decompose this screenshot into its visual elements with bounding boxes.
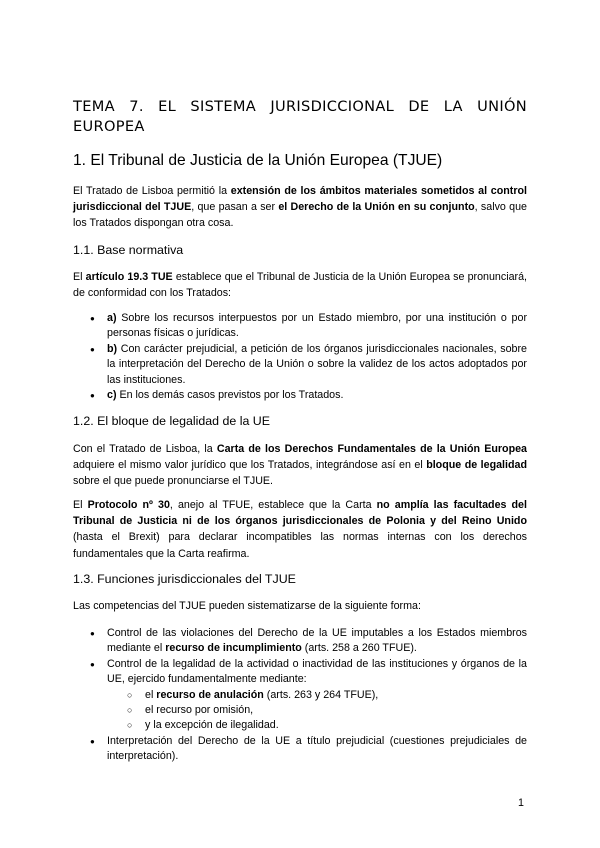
section-1-3-heading: 1.3. Funciones jurisdiccionales del TJUE	[73, 572, 296, 586]
title-line-1: TEMA 7. EL SISTEMA JURISDICCIONAL DE LA UNIÓN	[73, 98, 527, 115]
section-1-2-paragraph-2	[73, 497, 527, 562]
section-1-paragraph	[73, 183, 527, 232]
circle-bullet-icon: ○	[127, 705, 133, 716]
text-run: el	[145, 688, 157, 701]
text-run: , que pasan a ser	[191, 201, 279, 214]
bold-text: no amplía las facultades del Tribunal de Justicia ni de los órganos jurisdiccionales de Polonia y del Reino Unido	[73, 499, 527, 528]
document-title	[73, 97, 527, 137]
text-run: El	[73, 271, 86, 283]
text-run: El	[73, 499, 88, 511]
circle-bullet-icon: ○	[127, 720, 133, 731]
bold-text: el Derecho de la Unión en su conjunto	[278, 201, 475, 214]
list-item	[73, 342, 527, 388]
sub-list-item	[107, 718, 527, 733]
text-run: (arts. 263 y 264 TFUE),	[263, 688, 379, 701]
text-run: En los demás casos previstos por los Tratados.	[116, 389, 344, 402]
bullet-icon: ●	[90, 736, 95, 746]
text-run: Con carácter prejudicial, a petición de los órganos jurisdiccionales nacionales, sobre la interpretación del Derecho de la Unión o sobre la validez de los actos adoptados por las instituciones.	[107, 342, 527, 386]
title-line-2: EUROPEA	[73, 118, 145, 135]
text-run: sobre el que puede pronunciarse el TJUE.	[73, 475, 274, 488]
bullet-icon: ●	[90, 629, 95, 638]
text-run: y la excepción de ilegalidad.	[145, 719, 279, 732]
bold-text: Protocolo nº 30	[87, 499, 170, 511]
text-run: Con el Tratado de Lisboa, la	[73, 443, 217, 455]
list-item	[73, 388, 527, 403]
text-run: Control de la legalidad de la actividad o inactividad de las instituciones y órganos de la UE, ejercido fundamentalmente mediante:	[107, 657, 527, 686]
section-1-1-paragraph	[73, 269, 527, 301]
text-run: Control de las violaciones del Derecho de la UE imputables a los Estados miembros mediante el	[107, 627, 527, 655]
list-item	[73, 311, 527, 342]
text-run: , anejo al TFUE, establece que la Carta	[169, 499, 377, 511]
bullet-icon: ●	[90, 659, 95, 669]
bold-text: extensión de los ámbitos materiales sometidos al control jurisdiccional del TJUE	[73, 185, 527, 214]
sub-list	[107, 688, 527, 734]
list-item	[73, 734, 527, 765]
text-run: (arts. 258 a 260 TFUE).	[301, 642, 417, 655]
section-1-3-list	[73, 626, 527, 765]
bullet-icon: ●	[90, 344, 95, 354]
bold-text: recurso de anulación	[156, 688, 264, 701]
text-run: establece que el Tribunal de Justicia de la Unión Europea se pronunciará, de conformidad con los Tratados:	[73, 271, 527, 300]
section-1-1-heading: 1.1. Base normativa	[73, 243, 184, 257]
bullet-icon: ●	[90, 314, 95, 323]
sub-list-item	[107, 688, 527, 703]
text-run: Sobre los recursos interpuestos por un Estado miembro, por una institución o por personas físicas o jurídicas.	[107, 312, 527, 340]
section-1-2-heading: 1.2. El bloque de legalidad de la UE	[73, 414, 271, 428]
section-1-3-intro: Las competencias del TJUE pueden sistematizarse de la siguiente forma:	[73, 600, 421, 612]
section-1-1-list	[73, 311, 527, 403]
text-run: Interpretación del Derecho de la UE a título prejudicial (cuestiones prejudiciales de interpretación).	[107, 734, 527, 763]
bold-text: recurso de incumplimiento	[165, 642, 302, 655]
page-number: 1	[518, 797, 524, 809]
section-1-heading: 1. El Tribunal de Justicia de la Unión Europea (TJUE)	[73, 152, 443, 169]
bold-text: Carta de los Derechos Fundamentales de la Unión Europea	[216, 443, 528, 455]
bold-text: a)	[107, 312, 117, 324]
list-item	[73, 657, 527, 734]
sub-list-item	[107, 703, 527, 718]
bold-text: artículo 19.3 TUE	[85, 271, 173, 283]
bold-text: bloque de legalidad	[426, 459, 527, 472]
circle-bullet-icon: ○	[127, 689, 133, 700]
bullet-icon: ●	[90, 391, 95, 401]
text-run: , salvo que los Tratados dispongan otra cosa.	[73, 201, 527, 230]
text-run: El Tratado de Lisboa permitió la	[73, 185, 231, 197]
list-item	[73, 626, 527, 657]
text-run: el recurso por omisión,	[145, 704, 254, 717]
text-run: adquiere el mismo valor jurídico que los Tratados, integrándose así en el	[73, 459, 427, 472]
bold-text: c)	[107, 389, 117, 402]
section-1-2-paragraph-1	[73, 441, 527, 490]
text-run: (hasta el Brexit) para declarar incompatibles las normas internas con los derechos fundamentales que la Carta reafirma.	[73, 531, 527, 560]
bold-text: b)	[107, 342, 118, 355]
